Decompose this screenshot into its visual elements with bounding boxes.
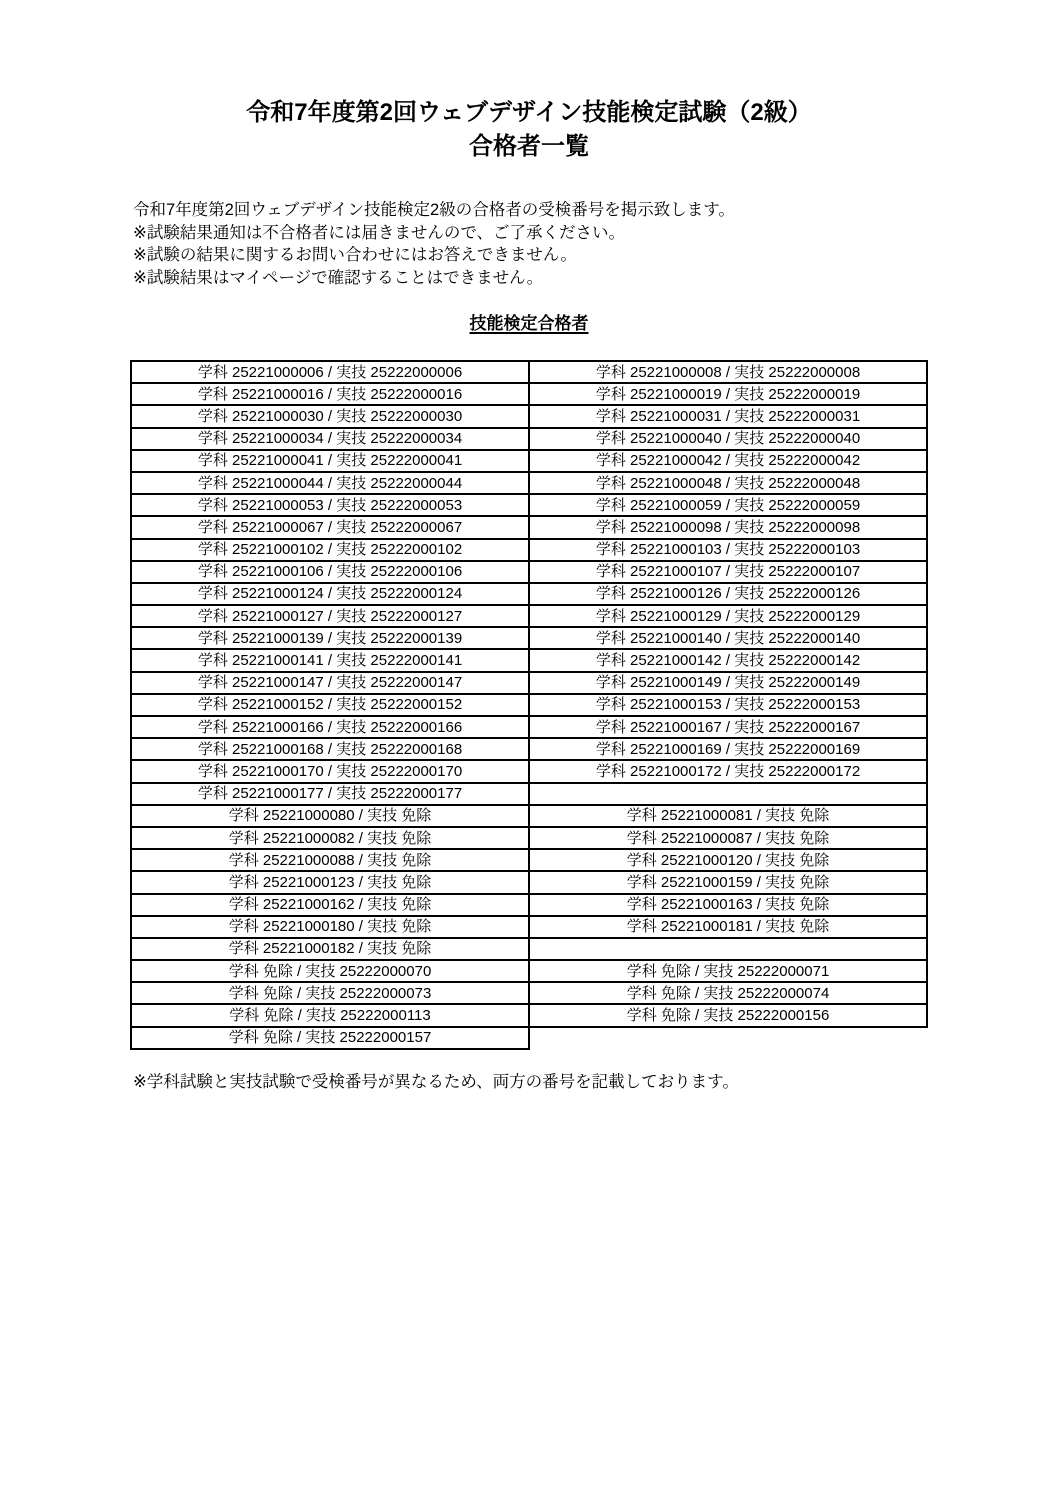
result-cell: 学科 25221000177 / 実技 25222000177	[131, 783, 529, 805]
intro-line: 令和7年度第2回ウェブデザイン技能検定2級の合格者の受検番号を掲示致します。	[133, 201, 735, 219]
result-cell	[529, 1027, 927, 1049]
result-cell	[529, 938, 927, 960]
result-cell: 学科 免除 / 実技 25222000113	[131, 1004, 529, 1026]
table-row	[131, 760, 927, 782]
section-heading-text: 技能検定合格者	[469, 314, 589, 333]
table-row	[131, 827, 927, 849]
result-cell: 学科 25221000123 / 実技 免除	[131, 871, 529, 893]
result-cell: 学科 25221000080 / 実技 免除	[131, 805, 529, 827]
table-row	[131, 383, 927, 405]
result-cell: 学科 免除 / 実技 25222000074	[529, 982, 927, 1004]
result-cell: 学科 25221000102 / 実技 25222000102	[131, 539, 529, 561]
table-row	[131, 938, 927, 960]
result-cell: 学科 25221000030 / 実技 25222000030	[131, 405, 529, 427]
table-row	[131, 1027, 927, 1049]
table-row	[131, 539, 927, 561]
table-row	[131, 450, 927, 472]
result-cell	[529, 783, 927, 805]
table-row	[131, 871, 927, 893]
result-cell: 学科 25221000129 / 実技 25222000129	[529, 605, 927, 627]
page-title-line-2: 合格者一覧	[469, 133, 589, 160]
table-row	[131, 405, 927, 427]
table-row	[131, 849, 927, 871]
table-row	[131, 982, 927, 1004]
result-cell: 学科 25221000141 / 実技 25222000141	[131, 649, 529, 671]
result-cell: 学科 25221000172 / 実技 25222000172	[529, 760, 927, 782]
result-cell: 学科 免除 / 実技 25222000156	[529, 1004, 927, 1026]
result-cell: 学科 25221000016 / 実技 25222000016	[131, 383, 529, 405]
result-cell: 学科 25221000139 / 実技 25222000139	[131, 627, 529, 649]
result-cell: 学科 25221000008 / 実技 25222000008	[529, 361, 927, 383]
result-cell: 学科 25221000149 / 実技 25222000149	[529, 672, 927, 694]
result-cell: 学科 25221000107 / 実技 25222000107	[529, 561, 927, 583]
result-cell: 学科 25221000067 / 実技 25222000067	[131, 516, 529, 538]
result-cell: 学科 25221000182 / 実技 免除	[131, 938, 529, 960]
result-cell: 学科 25221000142 / 実技 25222000142	[529, 649, 927, 671]
result-cell: 学科 25221000088 / 実技 免除	[131, 849, 529, 871]
result-cell: 学科 25221000126 / 実技 25222000126	[529, 583, 927, 605]
table-row	[131, 805, 927, 827]
result-cell: 学科 25221000031 / 実技 25222000031	[529, 405, 927, 427]
intro-line: ※試験結果はマイページで確認することはできません。	[133, 268, 544, 287]
result-cell: 学科 25221000059 / 実技 25222000059	[529, 494, 927, 516]
result-cell: 学科 免除 / 実技 25222000071	[529, 960, 927, 982]
result-cell: 学科 25221000042 / 実技 25222000042	[529, 450, 927, 472]
result-cell: 学科 25221000127 / 実技 25222000127	[131, 605, 529, 627]
result-cell: 学科 25221000040 / 実技 25222000040	[529, 428, 927, 450]
result-cell: 学科 25221000082 / 実技 免除	[131, 827, 529, 849]
result-cell: 学科 25221000106 / 実技 25222000106	[131, 561, 529, 583]
result-cell: 学科 25221000103 / 実技 25222000103	[529, 539, 927, 561]
table-row	[131, 960, 927, 982]
result-cell: 学科 25221000166 / 実技 25222000166	[131, 716, 529, 738]
result-cell: 学科 25221000167 / 実技 25222000167	[529, 716, 927, 738]
result-cell: 学科 25221000162 / 実技 免除	[131, 894, 529, 916]
table-row	[131, 516, 927, 538]
table-row	[131, 672, 927, 694]
result-cell: 学科 25221000041 / 実技 25222000041	[131, 450, 529, 472]
table-row	[131, 627, 927, 649]
result-cell: 学科 25221000053 / 実技 25222000053	[131, 494, 529, 516]
result-cell: 学科 25221000163 / 実技 免除	[529, 894, 927, 916]
page-title	[0, 96, 1058, 164]
result-cell: 学科 25221000153 / 実技 25222000153	[529, 694, 927, 716]
intro-line: ※試験の結果に関するお問い合わせにはお答えできません。	[133, 246, 577, 264]
table-row	[131, 494, 927, 516]
table-row	[131, 1004, 927, 1026]
result-cell: 学科 免除 / 実技 25222000070	[131, 960, 529, 982]
table-row	[131, 694, 927, 716]
result-cell: 学科 25221000081 / 実技 免除	[529, 805, 927, 827]
result-cell: 学科 25221000124 / 実技 25222000124	[131, 583, 529, 605]
result-cell: 学科 25221000168 / 実技 25222000168	[131, 738, 529, 760]
page-title-line-1: 令和7年度第2回ウェブデザイン技能検定試験（2級）	[246, 99, 812, 126]
result-cell: 学科 25221000170 / 実技 25222000170	[131, 760, 529, 782]
table-row	[131, 561, 927, 583]
result-cell: 学科 25221000006 / 実技 25222000006	[131, 361, 529, 383]
result-cell: 学科 25221000147 / 実技 25222000147	[131, 672, 529, 694]
passers-table-body	[131, 361, 927, 1049]
result-cell: 学科 25221000044 / 実技 25222000044	[131, 472, 529, 494]
table-row	[131, 916, 927, 938]
result-cell: 学科 25221000159 / 実技 免除	[529, 871, 927, 893]
intro-notes	[133, 199, 735, 289]
intro-line: ※試験結果通知は不合格者には届きませんので、ご了承ください。	[133, 223, 625, 242]
footer-note: ※学科試験と実技試験で受検番号が異なるため、両方の番号を記載しております。	[133, 1073, 739, 1091]
table-row	[131, 716, 927, 738]
result-cell: 学科 免除 / 実技 25222000157	[131, 1027, 529, 1049]
table-row	[131, 894, 927, 916]
table-row	[131, 738, 927, 760]
result-cell: 学科 25221000048 / 実技 25222000048	[529, 472, 927, 494]
result-cell: 学科 免除 / 実技 25222000073	[131, 982, 529, 1004]
result-cell: 学科 25221000180 / 実技 免除	[131, 916, 529, 938]
table-row	[131, 361, 927, 383]
result-cell: 学科 25221000140 / 実技 25222000140	[529, 627, 927, 649]
result-cell: 学科 25221000169 / 実技 25222000169	[529, 738, 927, 760]
result-cell: 学科 25221000087 / 実技 免除	[529, 827, 927, 849]
table-row	[131, 649, 927, 671]
result-cell: 学科 25221000181 / 実技 免除	[529, 916, 927, 938]
table-row	[131, 428, 927, 450]
result-cell: 学科 25221000019 / 実技 25222000019	[529, 383, 927, 405]
table-row	[131, 583, 927, 605]
result-cell: 学科 25221000034 / 実技 25222000034	[131, 428, 529, 450]
result-cell: 学科 25221000152 / 実技 25222000152	[131, 694, 529, 716]
section-heading	[0, 309, 1058, 334]
result-cell: 学科 25221000120 / 実技 免除	[529, 849, 927, 871]
result-cell: 学科 25221000098 / 実技 25222000098	[529, 516, 927, 538]
table-row	[131, 783, 927, 805]
passers-table	[130, 360, 928, 1050]
table-row	[131, 472, 927, 494]
table-row	[131, 605, 927, 627]
